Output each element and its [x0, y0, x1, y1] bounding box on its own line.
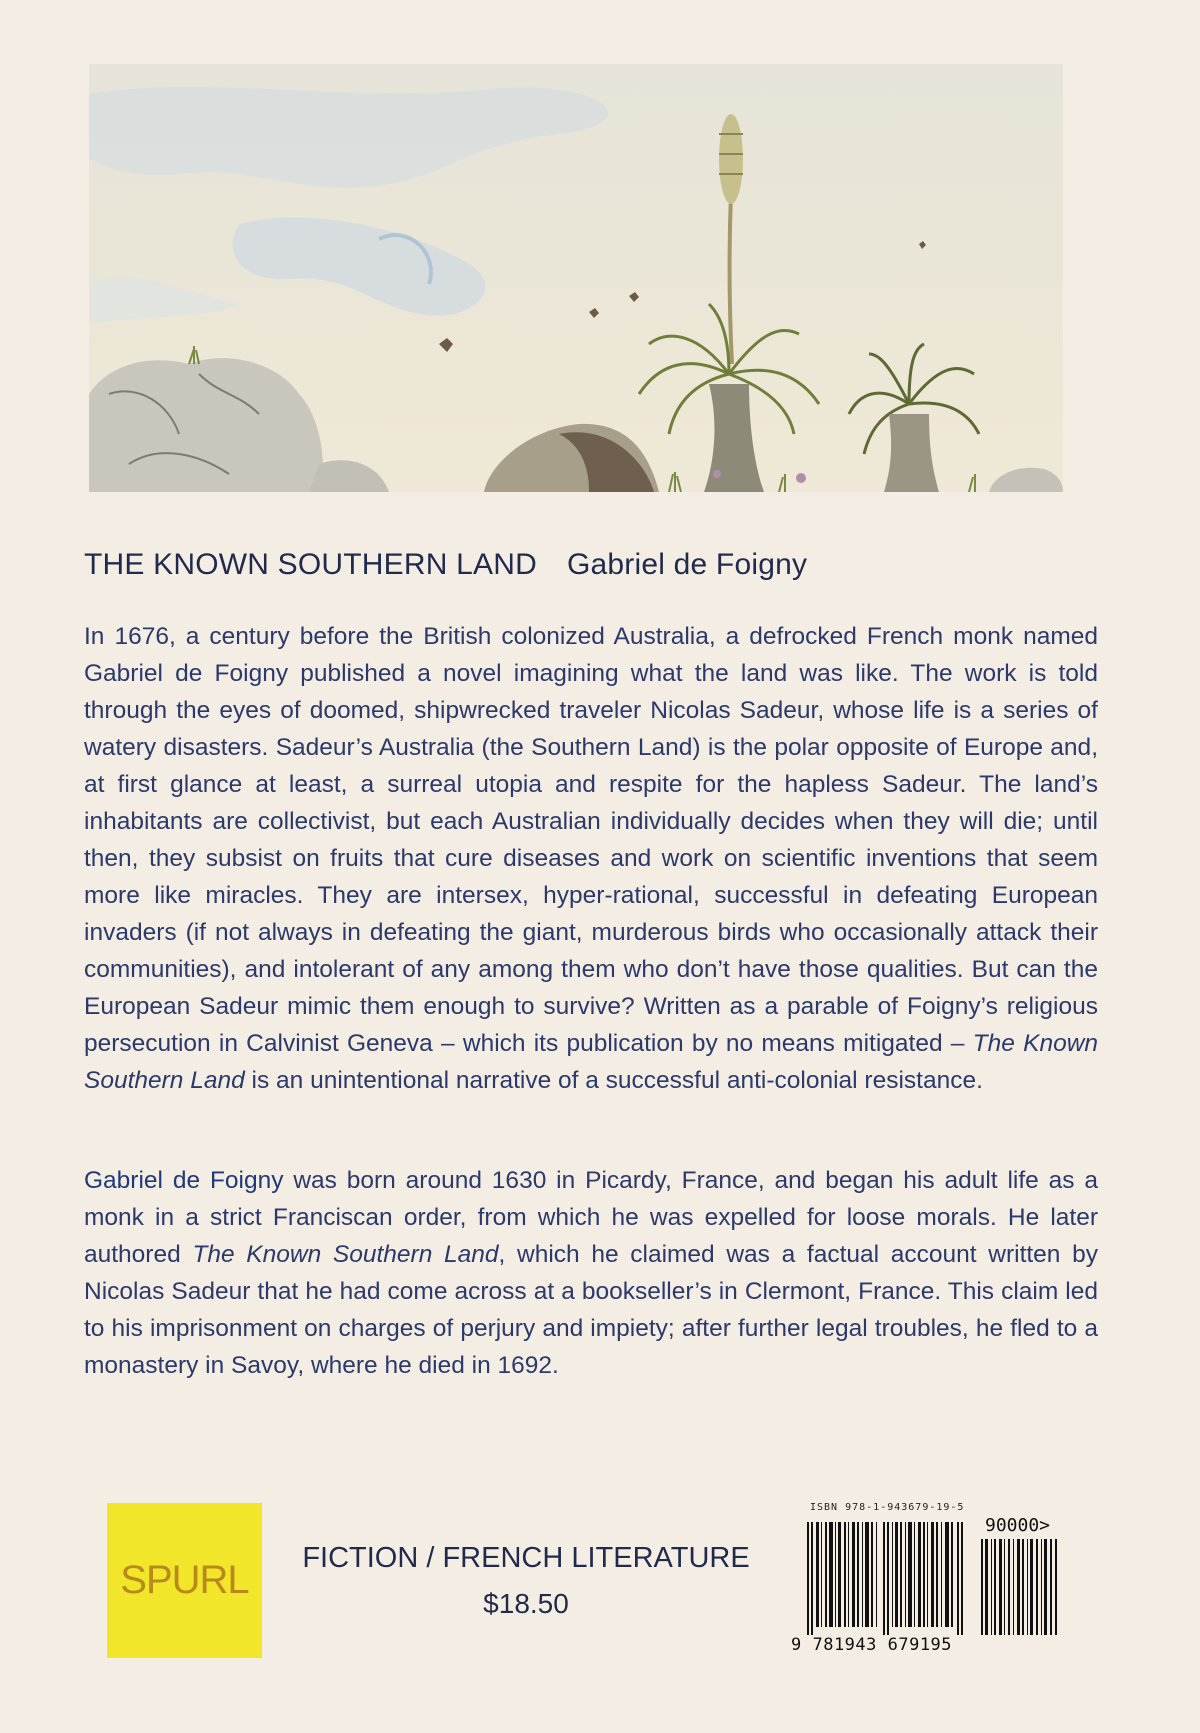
bio-text-end: , which he claimed was a factual account written by Nicolas Sadeur that he had come across at a bookseller’s in Clermont, France. This claim led to his imprisonment on charges of perjury and impiety; after further legal troubles, he fled to a monastery in Savoy, where he died in 1692. — [84, 1241, 1098, 1379]
addon-barcode-icon — [981, 1539, 1059, 1635]
landscape-illustration-icon — [89, 64, 1063, 492]
isbn-barcode — [785, 1502, 1085, 1662]
bio-text-start: was born around 1630 in Picardy, France, and began his adult life as a monk in a strict Franciscan order, from which he was expelled for loose morals. He later authored — [84, 1167, 1098, 1268]
barcode-icon — [807, 1522, 967, 1635]
book-category: FICTION / FRENCH LITERATURE — [302, 1542, 750, 1574]
price-code: 90000> — [985, 1515, 1051, 1536]
blurb-title-italic: The Known Southern Land — [84, 1030, 1099, 1094]
publisher-name: SPURL — [120, 1558, 249, 1602]
author-bio — [84, 1162, 1098, 1384]
book-title: THE KNOWN SOUTHERN LAND — [84, 548, 537, 581]
ean-number: 9 781943 679195 — [791, 1635, 953, 1655]
blurb-text-end: is an unintentional narrative of a successful anti-colonial resistance. — [244, 1067, 983, 1094]
book-author: Gabriel de Foigny — [566, 548, 808, 581]
book-price: $18.50 — [483, 1588, 569, 1619]
bio-author-name: Gabriel de Foigny — [84, 1167, 284, 1194]
blurb-text-start: In 1676, a century before the British colonized Australia, a defrocked French monk named Gabriel de Foigny published a novel imagining what the land was like. The work is told through the eyes of doomed, shipwrecked traveler Nicolas Sadeur, whose life is a series of watery disasters. Sadeur’s Australia (the Southern Land) is the polar opposite of Europe and, at first glance at least, a surreal utopia and respite for the hapless Sadeur. The land’s inhabitants are collectivist, but each Australian individually decides when they will die; until then, they subsist on fruits that cure diseases and work on scientific inventions that seem more like miracles. They are intersex, hyper-rational, successful in defeating European invaders (if not always in defeating the giant, murderous birds who occasionally attack their communities), and intolerant of any among them who don’t have those qualities. But can the European Sadeur mimic them enough to survive? Written as a parable of Foigny’s religious persecution in Calvinist Geneva – which its publication by no means mitigated – — [84, 623, 1098, 1057]
bio-title-italic: The Known Southern Land — [192, 1241, 499, 1268]
book-heading — [84, 548, 1124, 582]
cover-illustration — [89, 64, 1063, 492]
isbn-label: ISBN 978-1-943679-19-5 — [810, 1502, 965, 1513]
book-blurb — [84, 618, 1098, 1099]
publisher-logo — [107, 1503, 262, 1658]
